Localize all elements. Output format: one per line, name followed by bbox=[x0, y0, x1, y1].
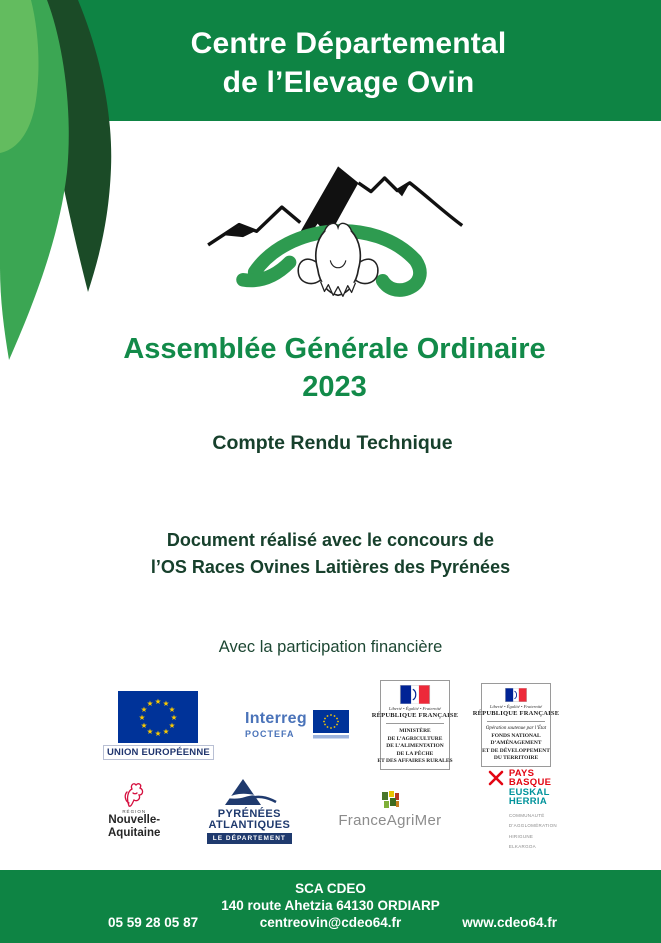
credit-line2: l’OS Races Ovines Laitières des Pyrénées bbox=[150, 557, 511, 577]
svg-text:★: ★ bbox=[163, 726, 170, 736]
credit-line1: Document réalisé avec le concours de bbox=[166, 530, 495, 550]
svg-text:★: ★ bbox=[171, 712, 178, 722]
pb-name-line2: BASQUE bbox=[508, 777, 552, 788]
svg-text:★: ★ bbox=[147, 698, 154, 708]
logo-ministere-agriculture bbox=[371, 680, 459, 770]
cdeo-logo bbox=[0, 146, 661, 306]
page-subtitle: Compte Rendu Technique bbox=[212, 432, 453, 454]
rf-name: RÉPUBLIQUE FRANÇAISE bbox=[371, 712, 459, 720]
eu-flag-caption: UNION EUROPÉENNE bbox=[103, 745, 214, 760]
footer-website: www.cdeo64.fr bbox=[462, 915, 557, 930]
footer-phone: 05 59 28 05 87 bbox=[108, 915, 199, 930]
rf-motto: Liberté • Égalité • Fraternité bbox=[489, 703, 543, 709]
na-region-label: RÉGION bbox=[122, 809, 147, 814]
svg-text:★: ★ bbox=[155, 696, 162, 706]
interreg-program: POCTEFA bbox=[244, 729, 295, 739]
interreg-brand: Interreg bbox=[244, 710, 307, 727]
logo-franceagrimer bbox=[338, 791, 441, 829]
footer-org: SCA CDEO bbox=[295, 881, 366, 896]
org-title-line2: de l’Elevage Ovin bbox=[222, 66, 475, 99]
rf-motto: Liberté • Égalité • Fraternité bbox=[388, 706, 442, 712]
eu-flag-icon bbox=[118, 691, 198, 743]
page-title bbox=[0, 330, 661, 406]
rf-name: RÉPUBLIQUE FRANÇAISE bbox=[472, 709, 560, 717]
fam-mosaic-icon bbox=[379, 791, 401, 811]
fam-name: FranceAgriMer bbox=[338, 812, 442, 829]
org-title bbox=[0, 24, 661, 102]
logo-pays-basque bbox=[488, 769, 557, 852]
marianne-flag-icon bbox=[499, 688, 533, 702]
ministere-line: ET DES AFFAIRES RURALES bbox=[377, 758, 453, 764]
marianne-flag-icon bbox=[398, 685, 432, 704]
footer-email: centreovin@cdeo64.fr bbox=[259, 915, 402, 930]
fnadt-support-note: Opération soutenue par l’État bbox=[485, 725, 547, 731]
divider bbox=[386, 723, 444, 724]
svg-text:★: ★ bbox=[139, 712, 146, 722]
ministere-line: MINISTÈRE bbox=[399, 728, 431, 734]
logo-fnadt bbox=[472, 683, 560, 767]
pb-cross-icon bbox=[488, 769, 504, 787]
participation-note: Avec la participation financière bbox=[218, 638, 443, 656]
pa-name-line2: ATLANTIQUES bbox=[208, 818, 291, 831]
pb-sub-line: D’AGGLOMÉRATION bbox=[508, 823, 557, 828]
svg-text:★: ★ bbox=[141, 720, 148, 730]
fnadt-line: FONDS NATIONAL bbox=[491, 732, 541, 739]
ministere-line: DE L’ALIMENTATION bbox=[386, 743, 444, 749]
pb-sub-line: COMMUNAUTÉ bbox=[508, 812, 545, 818]
interreg-eu-flag-icon bbox=[313, 710, 349, 740]
sponsor-logos-row2 bbox=[0, 767, 661, 849]
logo-union-europeenne bbox=[103, 691, 214, 760]
fnadt-line: DU TERRITOIRE bbox=[493, 755, 539, 761]
na-name-line2: Aquitaine bbox=[108, 827, 161, 839]
pa-banner: LE DÉPARTEMENT bbox=[207, 833, 292, 844]
svg-text:★: ★ bbox=[141, 704, 148, 714]
pb-name-line3: EUSKAL bbox=[508, 786, 550, 798]
pb-sub-line: ELKARGOA bbox=[508, 844, 536, 849]
svg-text:★: ★ bbox=[163, 698, 170, 708]
logo-nouvelle-aquitaine bbox=[108, 780, 160, 840]
ministere-line: DE L’AGRICULTURE bbox=[387, 735, 443, 742]
ministere-line: DE LA PÊCHE bbox=[396, 750, 434, 757]
pb-sub-line: HIRIGUNE bbox=[508, 833, 534, 839]
cdeo-mountains-ram-icon bbox=[204, 146, 476, 306]
page-title-year: 2023 bbox=[302, 371, 367, 403]
page-title-line1: Assemblée Générale Ordinaire bbox=[123, 333, 546, 365]
org-title-line1: Centre Départemental bbox=[190, 27, 507, 60]
pa-mountain-icon bbox=[221, 777, 277, 807]
credit-text bbox=[0, 527, 661, 581]
logo-pyrenees-atlantiques bbox=[207, 777, 292, 844]
footer-band bbox=[0, 870, 661, 943]
divider bbox=[487, 721, 545, 722]
pa-name-line1: PYRÉNÉES bbox=[217, 807, 281, 820]
svg-text:★: ★ bbox=[169, 704, 176, 714]
svg-text:★: ★ bbox=[169, 720, 176, 730]
sponsor-logos-row1 bbox=[0, 678, 661, 772]
footer-address: 140 route Ahetzia 64130 ORDIARP bbox=[221, 898, 440, 913]
svg-text:★: ★ bbox=[155, 728, 162, 738]
na-lion-icon bbox=[121, 780, 147, 808]
logo-interreg-poctefa bbox=[245, 710, 349, 740]
pb-name-line4: HERRIA bbox=[508, 796, 548, 807]
svg-text:★: ★ bbox=[147, 726, 154, 736]
na-name-line1: Nouvelle- bbox=[108, 814, 161, 826]
fnadt-line: D’AMÉNAGEMENT bbox=[490, 740, 542, 746]
fnadt-line: ET DE DÉVELOPPEMENT bbox=[482, 747, 550, 754]
pb-name-line1: PAYS bbox=[508, 767, 535, 779]
